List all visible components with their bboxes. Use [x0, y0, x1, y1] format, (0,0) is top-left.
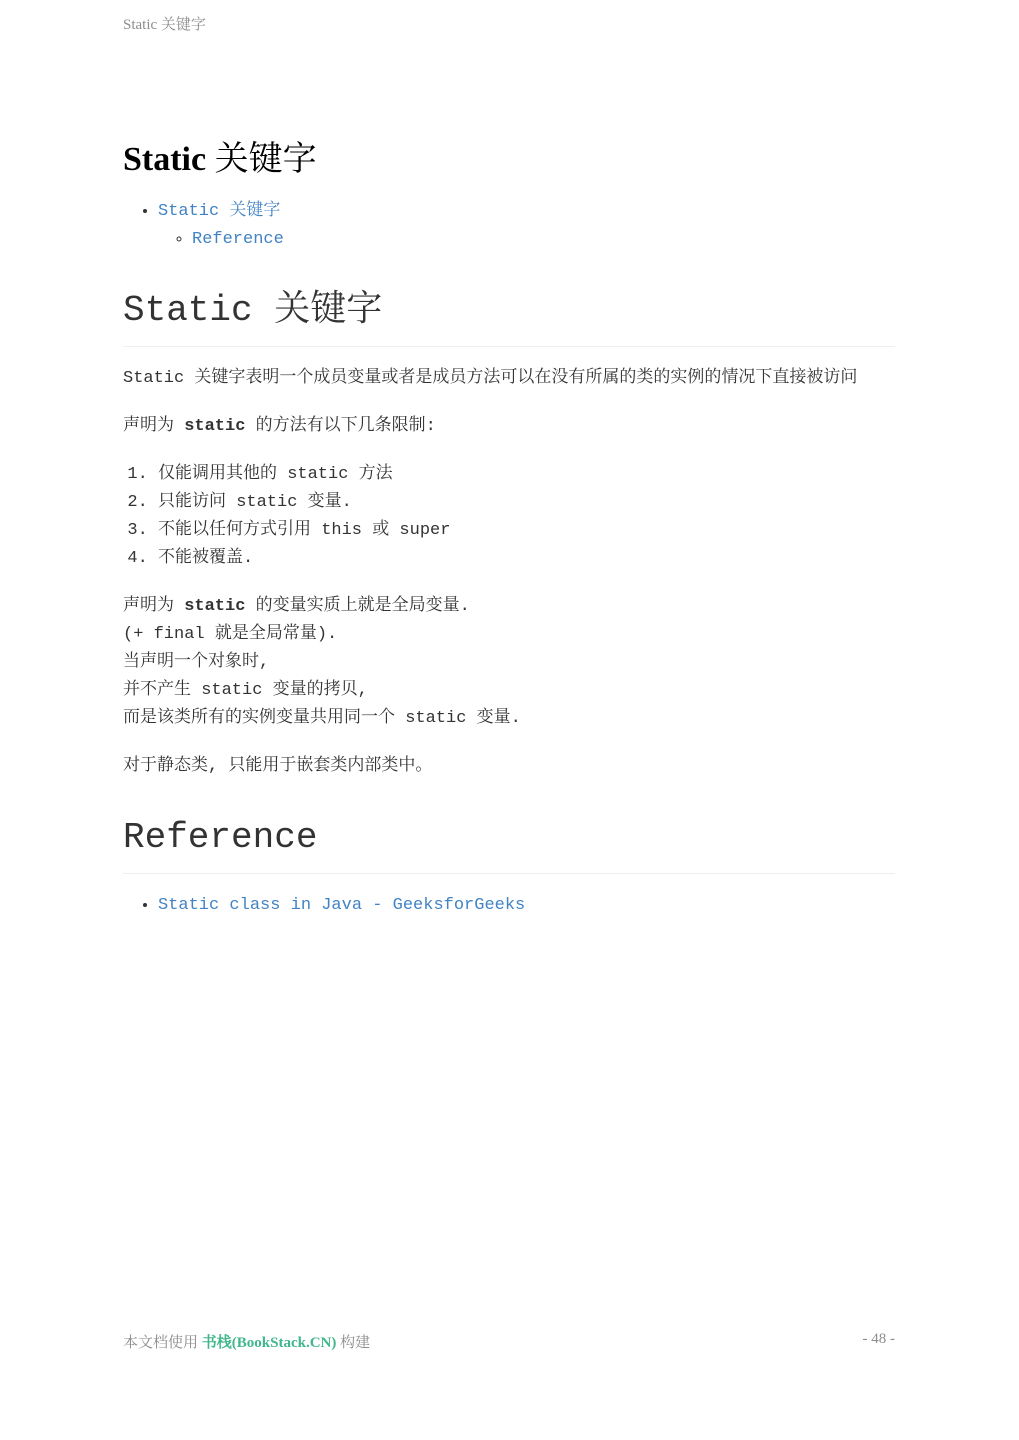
var-suffix: 的变量实质上就是全局变量.	[245, 597, 470, 616]
var-keyword: static	[184, 597, 246, 616]
intro-paragraph: Static 关键字表明一个成员变量或者是成员方法可以在没有所属的类的实例的情况下直接被访问	[123, 369, 858, 388]
reference-link[interactable]: Static class in Java - GeeksforGeeks	[158, 896, 526, 915]
toc-item	[158, 198, 895, 254]
toc-link-reference[interactable]: Reference	[192, 230, 284, 249]
toc-sublist	[158, 226, 895, 254]
static-class-note: 对于静态类, 只能用于嵌套类内部类中。	[123, 757, 433, 776]
list-item: 3. 不能以任何方式引用 this 或 super	[158, 517, 895, 545]
decl-suffix: 的方法有以下几条限制:	[245, 417, 436, 436]
footer-suffix: 构建	[336, 1335, 371, 1351]
var-line: (+ final 就是全局常量).	[123, 625, 338, 644]
section-heading-reference: Reference	[123, 815, 895, 874]
list-item: 1. 仅能调用其他的 static 方法	[158, 461, 895, 489]
var-line: 并不产生 static 变量的拷贝,	[123, 681, 368, 700]
document-title-en: Static	[123, 141, 207, 178]
var-prefix: 声明为	[123, 597, 185, 616]
section-heading-static: Static 关键字	[123, 288, 895, 347]
footer-brand-link[interactable]: 书栈(BookStack.CN)	[201, 1335, 337, 1351]
var-line: 当声明一个对象时,	[123, 653, 270, 672]
static-variable-paragraph	[123, 593, 895, 733]
list-item: 2. 只能访问 static 变量.	[158, 489, 895, 517]
document-title-cjk: 关键字	[214, 141, 317, 178]
footer-credit	[123, 1331, 370, 1352]
var-line: 而是该类所有的实例变量共用同一个 static 变量.	[123, 709, 521, 728]
document-title	[123, 136, 895, 184]
list-item: 4. 不能被覆盖.	[158, 545, 895, 573]
var-line	[123, 593, 895, 621]
list-item	[158, 892, 895, 920]
toc-link-static[interactable]: Static 关键字	[158, 202, 281, 221]
toc-item	[192, 226, 895, 254]
footer-prefix: 本文档使用	[123, 1335, 202, 1351]
running-header: Static 关键字	[123, 17, 206, 33]
table-of-contents	[123, 198, 895, 254]
page-number: - 48 -	[862, 1331, 895, 1347]
reference-list	[123, 892, 895, 920]
decl-prefix: 声明为	[123, 417, 185, 436]
decl-keyword: static	[184, 417, 246, 436]
method-restrictions-intro	[123, 413, 895, 441]
document-body	[123, 136, 895, 920]
restrictions-list	[123, 461, 895, 573]
